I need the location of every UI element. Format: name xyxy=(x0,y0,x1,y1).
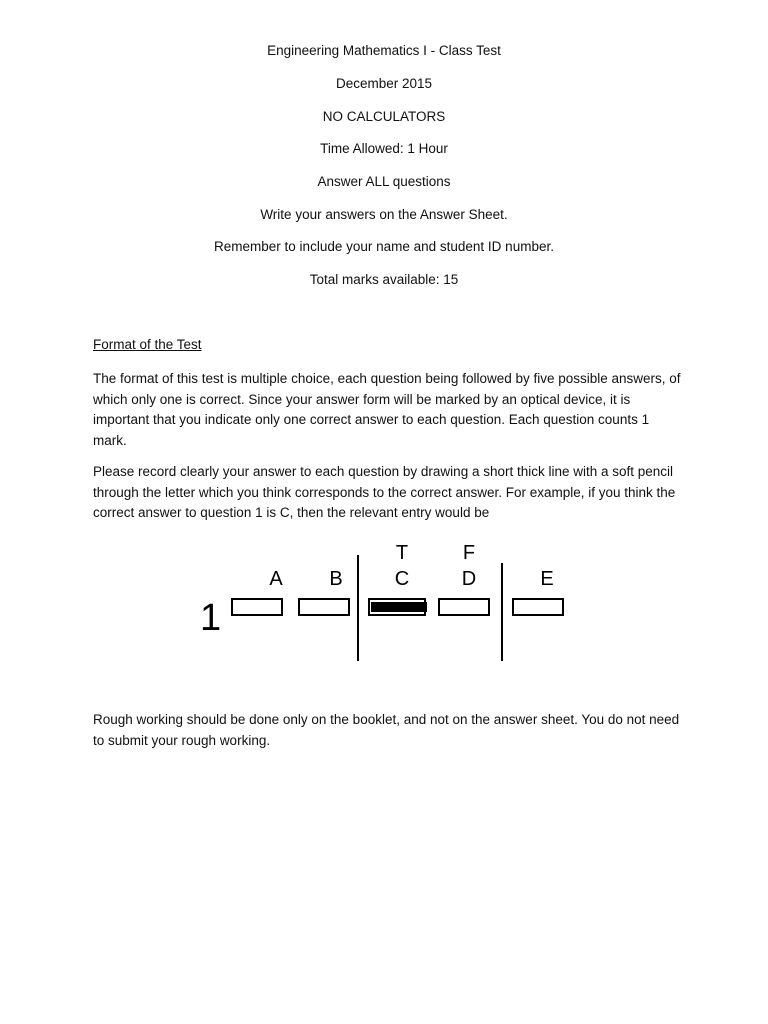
format-paragraph-1: The format of this test is multiple choice, each question being followed by five possible answers, of which only one is correct. Since your answer form will be marked by an optical device, it is important that you indicate only one correct answer to each question. Each question counts 1 mark. xyxy=(93,371,681,448)
example-box-d xyxy=(439,599,489,615)
example-box-a xyxy=(232,599,282,615)
answer-all-instruction: Answer ALL questions xyxy=(317,174,451,189)
calculator-notice: NO CALCULATORS xyxy=(322,109,446,124)
example-option-b: B xyxy=(329,568,343,590)
test-title: Engineering Mathematics I - Class Test xyxy=(267,43,501,58)
name-id-reminder: Remember to include your name and student ID number. xyxy=(214,239,554,254)
example-label-t: T xyxy=(395,542,409,564)
example-box-b xyxy=(299,599,349,615)
example-question-number: 1 xyxy=(200,597,222,639)
example-box-e xyxy=(513,599,563,615)
example-pencil-mark xyxy=(371,602,427,612)
example-option-c: C xyxy=(394,568,410,590)
format-paragraph-2: Please record clearly your answer to each question by drawing a short thick line with a soft pencil through the letter which you think corresponds to the correct answer. For example, if you think the correct answer to question 1 is C, then the relevant entry would be xyxy=(93,464,676,520)
answer-example-figure xyxy=(195,535,575,670)
example-option-a: A xyxy=(269,568,283,590)
total-marks: Total marks available: 15 xyxy=(309,272,459,287)
format-heading: Format of the Test xyxy=(93,337,202,352)
time-allowed: Time Allowed: 1 Hour xyxy=(320,141,448,156)
test-date: December 2015 xyxy=(335,76,433,91)
example-option-e: E xyxy=(540,568,554,590)
answer-sheet-instruction: Write your answers on the Answer Sheet. xyxy=(260,207,508,222)
rough-working-note: Rough working should be done only on the booklet, and not on the answer sheet. You do not need to submit your rough working. xyxy=(93,712,680,748)
example-label-f: F xyxy=(462,542,476,564)
example-option-d: D xyxy=(461,568,477,590)
